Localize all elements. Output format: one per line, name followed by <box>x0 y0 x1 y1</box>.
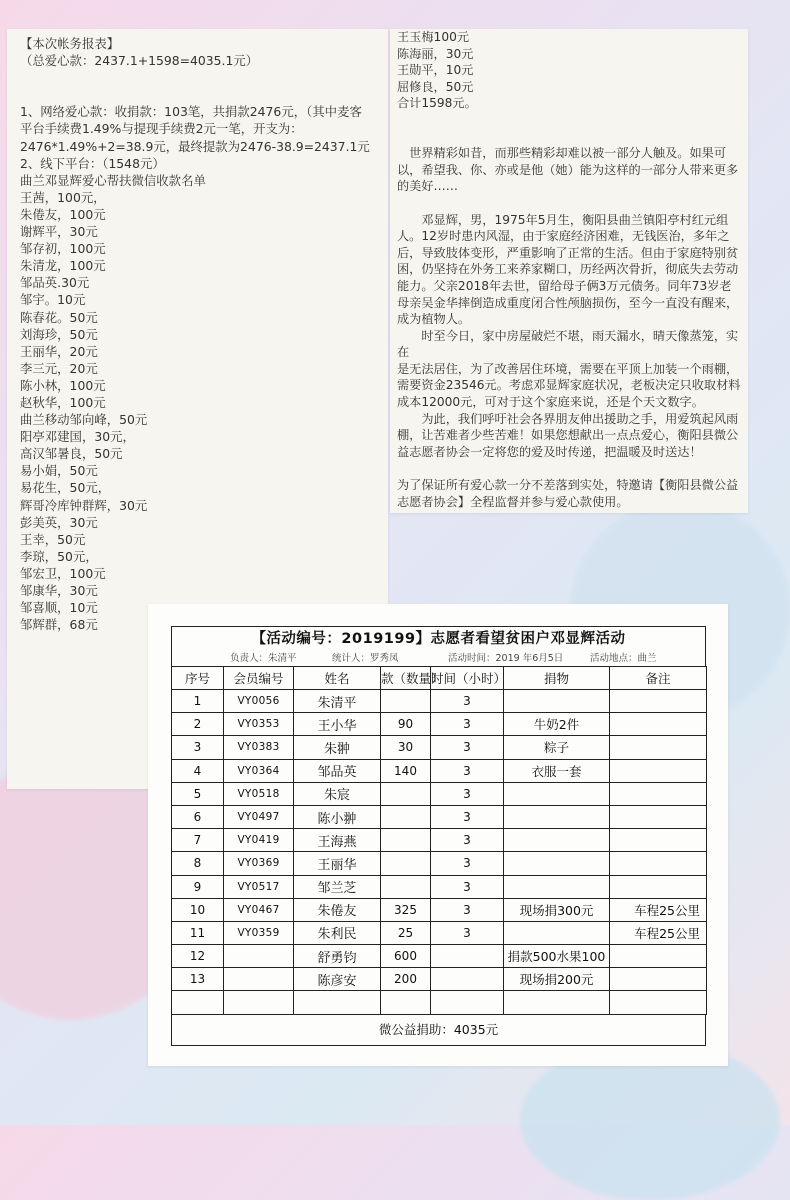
table-row <box>172 713 707 736</box>
report-line <box>20 69 385 86</box>
table-row <box>172 898 707 921</box>
cell-amount <box>381 829 431 852</box>
cell-amount <box>381 782 431 805</box>
cell-name: 陈小翀 <box>294 805 381 828</box>
cell-name: 邹品英 <box>294 759 381 782</box>
report-line: 邹宏卫，100元 <box>20 565 106 581</box>
cell-hours: 3 <box>431 852 504 875</box>
report-line: 辉哥冷库钟群辉，30元 <box>20 497 148 513</box>
cell-donation-item <box>504 829 610 852</box>
table-row <box>172 736 707 759</box>
cell-index: 7 <box>172 829 224 852</box>
activity-title: 【活动编号：2019199】志愿者看望贫困户邓显辉活动 <box>171 626 706 651</box>
cell-index: 11 <box>172 921 224 944</box>
activity-meta <box>171 651 706 666</box>
report-line: 邹喜顺，10元 <box>20 600 98 616</box>
report-line: 谢辉平，30元 <box>20 224 98 240</box>
cell-member-id: VY0517 <box>224 875 294 898</box>
cell-donation-item <box>504 852 610 875</box>
report-line: 朱清龙，100元 <box>20 258 106 274</box>
cell-donation-item <box>504 875 610 898</box>
cell-member-id: VY0383 <box>224 736 294 759</box>
cell-amount: 25 <box>381 921 431 944</box>
cell-donation-item <box>504 782 610 805</box>
report-line: 易花生，50元， <box>20 480 111 496</box>
cell-note <box>610 991 707 1014</box>
table-row <box>172 759 707 782</box>
cell-name: 朱宸 <box>294 782 381 805</box>
cell-name: 朱倦友 <box>294 898 381 921</box>
cell-index: 13 <box>172 968 224 991</box>
report-line: 赵秋华，100元 <box>20 394 106 410</box>
appeal-line: 王勋平，10元 <box>397 63 474 78</box>
report-line: 邹辉群，68元 <box>20 617 98 633</box>
appeal-line: 人。12岁时患内风湿，由于家庭经济困难，无钱医治，多年之 <box>397 229 730 244</box>
report-line: 李琼，50元， <box>20 548 98 564</box>
table-row <box>172 690 707 713</box>
report-line: 陈小林，100元 <box>20 377 106 393</box>
cell-amount <box>381 805 431 828</box>
cell-index: 4 <box>172 759 224 782</box>
cell-index: 10 <box>172 898 224 921</box>
cell-donation-item: 现场捐200元 <box>504 968 610 991</box>
activity-table-wrapper <box>171 626 706 1046</box>
report-line: 曲兰移动邹向峰，50元 <box>20 412 148 428</box>
cell-amount: 325 <box>381 898 431 921</box>
appeal-line: 能力。父亲2018年去世，留给母子俩3万元债务。同年73岁老 <box>397 278 732 293</box>
cell-name: 朱翀 <box>294 736 381 759</box>
cell-hours: 3 <box>431 898 504 921</box>
report-line: 平台手续费1.49%与提现手续费2元一笔，开支为： <box>20 121 303 137</box>
cell-amount: 90 <box>381 713 431 736</box>
report-line: 邹康华，30元 <box>20 583 98 598</box>
cell-member-id <box>224 968 294 991</box>
table-row <box>172 829 707 852</box>
cell-index: 1 <box>172 690 224 713</box>
cell-hours <box>431 945 504 968</box>
cell-hours: 3 <box>431 829 504 852</box>
activity-total: 微公益捐助：4035元 <box>171 1015 706 1046</box>
report-line <box>20 86 385 103</box>
appeal-line: 成本12000元，可对于这个家庭来说，还是个天文数字。 <box>397 395 704 410</box>
cell-index: 12 <box>172 945 224 968</box>
cell-donation-item <box>504 690 610 713</box>
table-row <box>172 991 707 1014</box>
cell-note <box>610 690 707 713</box>
cell-note: 车程25公里 <box>610 898 707 921</box>
appeal-line: 陈海丽，30元 <box>397 46 474 61</box>
donation-report-text <box>20 35 385 633</box>
report-line: 易小娟，50元 <box>20 463 98 479</box>
appeal-line <box>397 460 742 477</box>
report-line: 刘海珍，50元 <box>20 326 98 342</box>
meta-stats: 统计人：罗秀凤 <box>332 653 399 664</box>
appeal-line: 屈修良，50元 <box>397 79 474 94</box>
report-line: 朱倦友，100元 <box>20 206 106 222</box>
report-line: 高汉邹暑良，50元 <box>20 446 123 462</box>
report-line: 1、网络爱心款：收捐款：103笔，共捐款2476元，（其中麦客 <box>20 104 362 120</box>
appeal-line: 时至今日，家中房屋破烂不堪，雨天漏水，晴天像蒸笼，实在 <box>397 328 739 360</box>
cell-name: 陈彦安 <box>294 968 381 991</box>
cell-hours: 3 <box>431 921 504 944</box>
cell-amount: 140 <box>381 759 431 782</box>
cell-member-id: VY0497 <box>224 805 294 828</box>
appeal-line: 困，仍坚持在外务工来养家糊口，历经两次骨折，彻底失去劳动 <box>397 262 739 277</box>
appeal-line: 以，希望我、你、亦或是他（她）能为这样的一部分人带来更多 <box>397 162 739 177</box>
header-donation-items: 捐物 <box>504 667 610 690</box>
report-line: 王丽华，20元 <box>20 343 98 359</box>
appeal-line: 王玉梅100元 <box>397 30 470 44</box>
header-amount: 款（数量） <box>381 667 431 690</box>
appeal-line: 后，导致肢体变形，严重影响了正常的生活。但由于家庭特别贫 <box>397 245 739 260</box>
cell-note <box>610 968 707 991</box>
cell-name: 朱利民 <box>294 921 381 944</box>
meta-place: 活动地点：曲兰 <box>590 653 657 664</box>
cell-name: 朱清平 <box>294 690 381 713</box>
header-name: 姓名 <box>294 667 381 690</box>
report-line: 曲兰邓显辉爱心帮扶微信收款名单 <box>20 172 206 188</box>
appeal-line <box>397 195 742 212</box>
cell-member-id: VY0359 <box>224 921 294 944</box>
cell-hours: 3 <box>431 875 504 898</box>
report-line: 【本次帐务报表】 <box>20 36 120 51</box>
table-header-row <box>172 667 707 690</box>
appeal-line: 棚，让苦难者少些苦难！如果您想献出一点点爱心，衡阳县微公 <box>397 428 739 443</box>
cell-name: 舒勇钧 <box>294 945 381 968</box>
cell-amount <box>381 875 431 898</box>
cell-note <box>610 736 707 759</box>
cell-hours <box>431 968 504 991</box>
table-row <box>172 805 707 828</box>
header-member-id: 会员编号 <box>224 667 294 690</box>
cell-name: 王海燕 <box>294 829 381 852</box>
cell-donation-item: 粽子 <box>504 736 610 759</box>
cell-hours: 3 <box>431 736 504 759</box>
appeal-line: 母亲吴金华摔倒造成重度闭合性颅脑损伤，至今一直没有醒来， <box>397 295 739 310</box>
cell-note <box>610 875 707 898</box>
report-line: 邹存初，100元 <box>20 241 106 257</box>
cell-donation-item: 捐款500水果100 <box>504 945 610 968</box>
cell-donation-item <box>504 805 610 828</box>
appeal-line: 的美好…… <box>397 179 458 194</box>
appeal-line: 志愿者协会】全程监督并参与爱心款使用。 <box>397 494 629 509</box>
cell-note <box>610 829 707 852</box>
cell-name: 邹兰芝 <box>294 875 381 898</box>
cell-member-id: VY0518 <box>224 782 294 805</box>
cell-hours: 3 <box>431 759 504 782</box>
cell-index: 2 <box>172 713 224 736</box>
cell-donation-item: 现场捐300元 <box>504 898 610 921</box>
cell-name: 王小华 <box>294 713 381 736</box>
appeal-line: 世界精彩如昔，而那些精彩却难以被一部分人触及。如果可 <box>397 146 727 161</box>
header-hours: 时间（小时） <box>431 667 504 690</box>
activity-table <box>171 666 707 1015</box>
report-line: （总爱心款：2437.1+1598=4035.1元） <box>20 53 259 69</box>
cell-index: 6 <box>172 805 224 828</box>
cell-index: 5 <box>172 782 224 805</box>
cell-member-id: VY0419 <box>224 829 294 852</box>
activity-sheet <box>148 604 728 1066</box>
report-line: 李三元，20元 <box>20 360 98 376</box>
cell-member-id: VY0369 <box>224 852 294 875</box>
cell-index: 3 <box>172 736 224 759</box>
report-line: 2476*1.49%+2=38.9元，最终提款为2476-38.9=2437.1元 <box>20 138 370 154</box>
cell-note <box>610 713 707 736</box>
cell-hours: 3 <box>431 713 504 736</box>
appeal-line: 邓显辉，男，1975年5月生，衡阳县曲兰镇阳亭村红元组 <box>397 212 729 227</box>
cell-hours <box>431 991 504 1014</box>
cell-name: 王丽华 <box>294 852 381 875</box>
cell-amount <box>381 690 431 713</box>
appeal-line: 为此，我们呼吁社会各界朋友伸出援助之手，用爱筑起风雨 <box>397 411 739 426</box>
cell-member-id: VY0353 <box>224 713 294 736</box>
meta-time: 活动时间：2019 年6月5日 <box>448 653 564 664</box>
cell-donation-item <box>504 921 610 944</box>
appeal-line: 合计1598元。 <box>397 96 477 111</box>
appeal-line <box>397 112 742 129</box>
cell-index: 9 <box>172 875 224 898</box>
report-line: 阳亭邓建国，30元， <box>20 429 135 445</box>
cell-note <box>610 782 707 805</box>
appeal-line: 益志愿者协会一定将您的爱及时传递，把温暖及时送达！ <box>397 444 702 459</box>
appeal-line: 需要资金23546元。考虑邓显辉家庭状况，老板决定只收取材料 <box>397 378 741 393</box>
appeal-line: 为了保证所有爱心款一分不差落到实处，特邀请【衡阳县微公益 <box>397 478 739 493</box>
cell-member-id <box>224 945 294 968</box>
cell-donation-item: 衣服一套 <box>504 759 610 782</box>
cell-index <box>172 991 224 1014</box>
cell-hours: 3 <box>431 690 504 713</box>
cell-note <box>610 759 707 782</box>
appeal-panel <box>390 29 748 513</box>
table-row <box>172 968 707 991</box>
cell-amount <box>381 852 431 875</box>
cell-amount: 200 <box>381 968 431 991</box>
cell-member-id <box>224 991 294 1014</box>
appeal-line: 是无法居住，为了改善居住环境，需要在平顶上加装一个雨棚， <box>397 361 739 376</box>
cell-hours: 3 <box>431 805 504 828</box>
report-line: 王茜，100元， <box>20 189 106 205</box>
table-row <box>172 945 707 968</box>
cell-member-id: VY0467 <box>224 898 294 921</box>
report-line: 陈春花。50元 <box>20 309 98 325</box>
report-line: 王幸，50元 <box>20 531 86 547</box>
cell-index: 8 <box>172 852 224 875</box>
cell-amount: 600 <box>381 945 431 968</box>
cell-member-id: VY0056 <box>224 690 294 713</box>
cell-note <box>610 805 707 828</box>
cell-note <box>610 945 707 968</box>
table-row <box>172 875 707 898</box>
cell-amount: 30 <box>381 736 431 759</box>
header-index: 序号 <box>172 667 224 690</box>
appeal-text <box>397 29 742 510</box>
cell-name <box>294 991 381 1014</box>
cell-note: 车程25公里 <box>610 921 707 944</box>
table-row <box>172 782 707 805</box>
table-row <box>172 852 707 875</box>
cell-hours: 3 <box>431 782 504 805</box>
report-line: 2、线下平台：（1548元） <box>20 155 165 171</box>
meta-leader: 负责人：朱清平 <box>230 653 297 664</box>
cell-donation-item: 牛奶2件 <box>504 713 610 736</box>
report-line: 邹品英.30元 <box>20 275 90 291</box>
cell-amount <box>381 991 431 1014</box>
cell-note <box>610 852 707 875</box>
report-line: 彭美英，30元 <box>20 514 98 530</box>
cell-member-id: VY0364 <box>224 759 294 782</box>
header-notes: 备注 <box>610 667 707 690</box>
appeal-line <box>397 129 742 146</box>
table-row <box>172 921 707 944</box>
cell-donation-item <box>504 991 610 1014</box>
report-line: 邹宇。10元 <box>20 292 86 308</box>
appeal-line: 成为植物人。 <box>397 312 471 327</box>
